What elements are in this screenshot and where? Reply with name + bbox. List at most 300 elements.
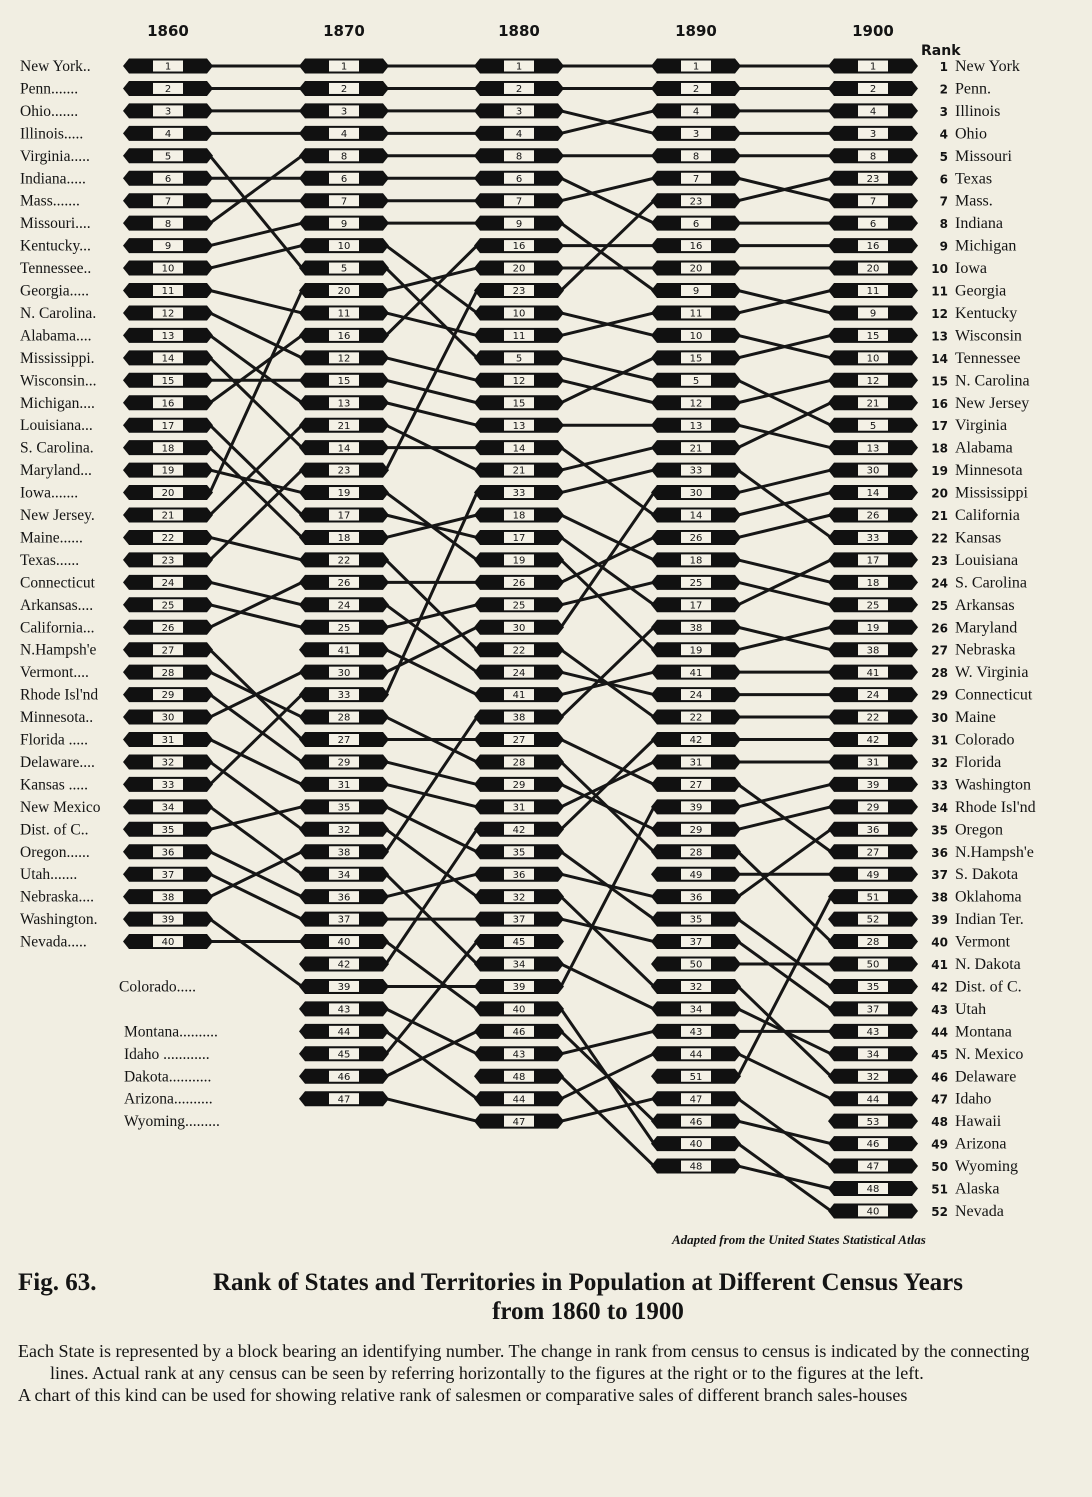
block-1900-14 <box>828 485 918 500</box>
block-number: 25 <box>337 622 351 634</box>
block-1890-23 <box>651 193 741 208</box>
block-1880-12 <box>474 373 564 388</box>
right-rank-name-19: Minnesota <box>955 462 1023 480</box>
right-rank-number-21: 21 <box>931 509 948 523</box>
block-1900-13 <box>828 440 918 455</box>
right-rank-number-50: 50 <box>931 1160 948 1175</box>
block-1860-28 <box>123 665 213 680</box>
block-1860-38 <box>123 889 213 904</box>
block-1900-11 <box>828 283 918 298</box>
block-number: 38 <box>161 892 175 904</box>
block-1870-33 <box>299 687 389 702</box>
block-number: 40 <box>512 1004 526 1016</box>
connector-1880-1890-27 <box>561 740 654 785</box>
block-number: 30 <box>689 488 703 500</box>
block-1890-2 <box>651 81 741 96</box>
block-number: 28 <box>161 667 175 679</box>
block-1890-49 <box>651 867 741 882</box>
block-number: 47 <box>337 1094 351 1106</box>
right-rank-number-37: 37 <box>931 868 948 883</box>
left-name-15: Wisconsin... <box>20 372 97 390</box>
block-1880-28 <box>474 754 564 769</box>
right-rank-number-27: 27 <box>931 643 948 658</box>
block-number: 30 <box>337 667 351 679</box>
connector-1860-1870-10 <box>210 246 302 268</box>
block-number: 45 <box>512 937 526 949</box>
block-1900-31 <box>828 754 918 769</box>
block-1880-35 <box>474 844 564 859</box>
block-number: 6 <box>692 218 700 230</box>
block-number: 4 <box>340 128 348 140</box>
block-1860-18 <box>123 440 213 455</box>
block-number: 6 <box>164 173 172 185</box>
block-1890-5 <box>651 373 741 388</box>
block-1870-26 <box>299 575 389 590</box>
block-number: 51 <box>866 892 880 904</box>
block-1880-24 <box>474 665 564 680</box>
block-number: 35 <box>512 847 526 859</box>
block-number: 26 <box>337 577 351 589</box>
block-1860-21 <box>123 508 213 523</box>
block-number: 4 <box>869 106 877 118</box>
block-1900-32 <box>828 1069 918 1084</box>
block-1900-35 <box>828 979 918 994</box>
left-name-5: Virginia..... <box>20 147 90 165</box>
block-1900-46 <box>828 1136 918 1151</box>
block-number: 31 <box>689 757 703 769</box>
right-rank-number-18: 18 <box>931 441 948 456</box>
block-number: 41 <box>337 645 351 657</box>
block-number: 23 <box>161 555 175 567</box>
block-1890-3 <box>651 126 741 141</box>
left-name-13: Alabama.... <box>20 327 92 345</box>
block-1880-43 <box>474 1046 564 1061</box>
block-number: 31 <box>512 802 526 814</box>
right-rank-number-39: 39 <box>931 913 948 928</box>
block-1880-30 <box>474 620 564 635</box>
right-rank-number-16: 16 <box>931 396 948 411</box>
block-number: 16 <box>512 241 526 253</box>
left-name-33: Kansas ..... <box>20 776 89 794</box>
block-1870-24 <box>299 597 389 612</box>
extra-1880-name-45: Idaho ............ <box>124 1045 210 1063</box>
block-number: 17 <box>337 510 351 522</box>
block-number: 32 <box>866 1071 880 1083</box>
block-1880-34 <box>474 957 564 972</box>
connector-1870-1880-13 <box>386 403 477 425</box>
connector-1880-1890-30 <box>561 493 654 628</box>
block-1900-19 <box>828 620 918 635</box>
block-number: 7 <box>515 196 523 208</box>
right-rank-name-20: Mississippi <box>955 484 1028 502</box>
block-1890-13 <box>651 418 741 433</box>
connector-1880-1890-39 <box>561 807 654 987</box>
block-1890-47 <box>651 1091 741 1106</box>
captions <box>18 1340 1058 1406</box>
block-number: 42 <box>512 824 526 836</box>
right-rank-number-11: 11 <box>931 284 948 299</box>
block-1890-14 <box>651 508 741 523</box>
block-1870-11 <box>299 305 389 320</box>
connector-1880-1890-34 <box>561 964 654 1009</box>
block-number: 25 <box>866 600 880 612</box>
right-rank-name-17: Virginia <box>955 417 1008 435</box>
right-rank-name-6: Texas <box>955 170 993 188</box>
block-1870-17 <box>299 508 389 523</box>
right-rank-number-9: 9 <box>939 239 948 254</box>
connector-1860-1870-14 <box>210 358 302 448</box>
block-number: 2 <box>340 84 348 96</box>
block-1890-37 <box>651 934 741 949</box>
block-1900-43 <box>828 1024 918 1039</box>
block-number: 29 <box>512 780 526 791</box>
block-1880-10 <box>474 305 564 320</box>
right-rank-number-33: 33 <box>931 778 948 793</box>
block-number: 49 <box>689 869 703 881</box>
block-1900-30 <box>828 463 918 478</box>
block-number: 39 <box>337 982 351 994</box>
block-number: 10 <box>689 331 703 342</box>
connector-1880-1890-44 <box>561 1054 654 1099</box>
block-1870-35 <box>299 799 389 814</box>
block-1860-9 <box>123 238 213 253</box>
block-1890-6 <box>651 216 741 231</box>
connector-1880-1890-9 <box>561 223 654 290</box>
block-1900-34 <box>828 1046 918 1061</box>
block-1900-22 <box>828 710 918 725</box>
connector-1870-1880-44 <box>386 1031 477 1098</box>
block-number: 37 <box>866 1004 880 1016</box>
right-rank-name-12: Kentucky <box>955 304 1018 322</box>
left-name-28: Vermont.... <box>20 664 89 682</box>
right-rank-number-8: 8 <box>939 217 948 232</box>
block-number: 15 <box>689 353 703 365</box>
right-rank-name-22: Kansas <box>955 529 1002 547</box>
block-1890-42 <box>651 732 741 747</box>
block-number: 26 <box>512 577 526 589</box>
block-number: 29 <box>866 802 880 814</box>
block-number: 8 <box>164 218 172 230</box>
block-1880-20 <box>474 261 564 276</box>
right-rank-number-30: 30 <box>931 711 948 726</box>
block-number: 41 <box>866 667 880 679</box>
connector-1870-1880-22 <box>386 560 477 650</box>
left-name-25: Arkansas.... <box>20 596 94 614</box>
block-1890-18 <box>651 552 741 567</box>
block-number: 11 <box>689 308 703 320</box>
right-rank-name-43: Utah <box>955 1000 987 1018</box>
block-number: 22 <box>161 533 175 545</box>
right-rank-name-9: Michigan <box>955 237 1017 255</box>
block-number: 36 <box>689 892 703 904</box>
block-1870-15 <box>299 373 389 388</box>
block-number: 44 <box>337 1026 351 1038</box>
block-number: 5 <box>515 353 523 365</box>
block-1860-25 <box>123 597 213 612</box>
block-1900-18 <box>828 575 918 590</box>
block-1860-27 <box>123 642 213 657</box>
block-1900-8 <box>828 148 918 163</box>
block-number: 2 <box>869 84 877 96</box>
block-1890-27 <box>651 777 741 792</box>
left-name-36: Oregon...... <box>20 843 90 861</box>
block-1890-28 <box>651 844 741 859</box>
right-rank-name-37: S. Dakota <box>955 866 1019 884</box>
block-1870-34 <box>299 867 389 882</box>
block-1900-37 <box>828 1001 918 1016</box>
block-1880-9 <box>474 216 564 231</box>
block-number: 7 <box>869 196 877 208</box>
block-number: 18 <box>161 443 175 455</box>
block-1900-44 <box>828 1091 918 1106</box>
right-rank-name-38: Oklahoma <box>955 888 1022 906</box>
right-rank-number-25: 25 <box>931 598 948 613</box>
block-1880-23 <box>474 283 564 298</box>
connector-1890-1900-44 <box>738 1054 831 1099</box>
right-rank-number-4: 4 <box>939 127 948 142</box>
left-name-21: New Jersey. <box>20 507 95 524</box>
block-1870-21 <box>299 418 389 433</box>
block-1860-16 <box>123 395 213 410</box>
connector-1860-1870-26 <box>210 582 302 627</box>
right-rank-name-16: New Jersey <box>955 394 1030 412</box>
block-1860-4 <box>123 126 213 141</box>
block-number: 8 <box>515 151 523 163</box>
right-rank-name-8: Indiana <box>955 215 1003 233</box>
block-number: 44 <box>866 1094 880 1106</box>
block-1870-46 <box>299 1069 389 1084</box>
block-number: 25 <box>161 600 175 612</box>
block-1860-37 <box>123 867 213 882</box>
block-1900-5 <box>828 418 918 433</box>
block-1860-26 <box>123 620 213 635</box>
block-1870-4 <box>299 126 389 141</box>
block-number: 13 <box>512 420 526 432</box>
right-rank-name-30: Maine <box>955 709 996 727</box>
left-name-24: Connecticut <box>20 574 95 592</box>
connector-1890-1900-25 <box>738 582 831 604</box>
block-1880-16 <box>474 238 564 253</box>
block-1900-53 <box>828 1114 918 1129</box>
block-number: 32 <box>689 982 703 994</box>
right-rank-name-31: Colorado <box>955 731 1015 749</box>
block-number: 37 <box>161 869 175 881</box>
block-1870-2 <box>299 81 389 96</box>
block-number: 17 <box>512 533 526 545</box>
block-number: 24 <box>866 690 880 702</box>
block-1890-35 <box>651 912 741 927</box>
block-number: 37 <box>512 914 526 926</box>
connector-1860-1870-24 <box>210 582 302 604</box>
block-1880-31 <box>474 799 564 814</box>
block-number: 24 <box>161 577 175 589</box>
connector-1880-1890-43 <box>561 1031 654 1053</box>
right-rank-number-3: 3 <box>939 104 948 119</box>
right-rank-name-39: Indian Ter. <box>955 911 1024 929</box>
block-number: 51 <box>689 1071 703 1083</box>
connector-1890-1900-48 <box>738 1166 831 1188</box>
right-rank-number-28: 28 <box>931 666 948 681</box>
block-number: 31 <box>161 735 175 747</box>
block-1870-23 <box>299 463 389 478</box>
block-number: 15 <box>866 331 880 342</box>
left-name-32: Delaware.... <box>20 753 95 771</box>
block-1860-11 <box>123 283 213 298</box>
block-number: 39 <box>161 914 175 926</box>
block-number: 27 <box>337 735 351 747</box>
block-1860-24 <box>123 575 213 590</box>
block-1890-44 <box>651 1046 741 1061</box>
block-number: 48 <box>866 1184 880 1196</box>
block-1890-19 <box>651 642 741 657</box>
block-number: 34 <box>689 1004 703 1016</box>
block-number: 4 <box>692 106 700 118</box>
block-number: 29 <box>337 757 351 769</box>
right-rank-name-40: Vermont <box>955 933 1011 951</box>
block-number: 5 <box>869 420 877 432</box>
block-number: 28 <box>512 757 526 769</box>
left-name-27: N.Hampsh'e <box>20 641 97 659</box>
block-number: 21 <box>512 465 526 477</box>
connector-1890-1900-51 <box>738 897 831 1077</box>
block-1900-1 <box>828 59 918 74</box>
block-number: 3 <box>515 106 523 118</box>
right-rank-name-27: Nebraska <box>955 641 1016 659</box>
extra-1880-name-46: Dakota........... <box>124 1068 212 1086</box>
block-number: 27 <box>866 847 880 859</box>
block-number: 29 <box>161 690 175 702</box>
block-number: 3 <box>869 128 877 140</box>
block-number: 38 <box>337 847 351 859</box>
block-1900-41 <box>828 665 918 680</box>
block-number: 4 <box>164 128 172 140</box>
connector-1880-1890-37 <box>561 919 654 941</box>
block-1890-38 <box>651 620 741 635</box>
right-rank-name-44: Montana <box>955 1023 1012 1041</box>
right-rank-name-42: Dist. of C. <box>955 978 1022 996</box>
right-rank-number-41: 41 <box>931 958 948 972</box>
connector-1860-1870-25 <box>210 605 302 627</box>
block-number: 22 <box>337 555 351 567</box>
block-1900-49 <box>828 867 918 882</box>
block-1880-5 <box>474 350 564 365</box>
connector-1870-1880-31 <box>386 784 477 806</box>
block-1880-38 <box>474 710 564 725</box>
block-1870-19 <box>299 485 389 500</box>
block-1880-48 <box>474 1069 564 1084</box>
right-rank-name-34: Rhode Isl'nd <box>955 798 1036 816</box>
block-number: 20 <box>337 286 351 298</box>
right-rank-number-42: 42 <box>931 980 948 995</box>
block-number: 21 <box>161 510 175 522</box>
connector-1880-1890-33 <box>561 470 654 492</box>
block-1900-2 <box>828 81 918 96</box>
block-number: 34 <box>512 959 526 971</box>
block-number: 40 <box>337 937 351 949</box>
block-1890-20 <box>651 261 741 276</box>
right-rank-number-43: 43 <box>931 1002 948 1017</box>
left-name-23: Texas...... <box>20 551 80 569</box>
block-number: 12 <box>689 398 703 410</box>
block-1890-1 <box>651 59 741 74</box>
block-1870-44 <box>299 1024 389 1039</box>
block-1870-12 <box>299 350 389 365</box>
left-name-20: Iowa....... <box>20 484 79 502</box>
left-name-2: Penn....... <box>20 80 79 98</box>
block-number: 28 <box>689 847 703 859</box>
right-rank-name-23: Louisiana <box>955 551 1019 569</box>
right-rank-number-7: 7 <box>939 194 948 209</box>
block-1900-33 <box>828 530 918 545</box>
block-1870-27 <box>299 732 389 747</box>
right-rank-number-5: 5 <box>939 149 948 164</box>
block-number: 3 <box>692 128 700 140</box>
block-1900-23 <box>828 171 918 186</box>
block-number: 13 <box>866 443 880 455</box>
right-rank-name-25: Arkansas <box>955 596 1015 614</box>
block-1890-33 <box>651 463 741 478</box>
block-1900-26 <box>828 508 918 523</box>
block-number: 7 <box>164 196 172 208</box>
right-rank-number-12: 12 <box>931 306 948 321</box>
connector-1890-1900-21 <box>738 403 831 448</box>
block-number: 9 <box>164 241 172 253</box>
connector-lines <box>210 66 831 1211</box>
right-rank-number-26: 26 <box>931 621 948 636</box>
block-number: 32 <box>337 824 351 836</box>
block-1900-29 <box>828 799 918 814</box>
block-number: 37 <box>337 914 351 926</box>
block-number: 13 <box>689 420 703 432</box>
right-rank-number-35: 35 <box>931 823 948 838</box>
extra-1880-name-47: Arizona.......... <box>124 1090 213 1108</box>
block-number: 12 <box>161 308 175 320</box>
left-name-29: Rhode Isl'nd <box>20 686 99 704</box>
year-labels <box>147 22 894 40</box>
right-rank-name-52: Nevada <box>955 1202 1004 1220</box>
block-number: 2 <box>515 84 523 96</box>
connector-1860-1870-23 <box>210 470 302 560</box>
connector-1890-1900-18 <box>738 560 831 582</box>
block-number: 23 <box>689 196 703 208</box>
block-number: 43 <box>337 1004 351 1016</box>
block-number: 33 <box>866 533 880 545</box>
connector-1890-1900-46 <box>738 1121 831 1143</box>
block-number: 14 <box>512 443 526 455</box>
block-1890-17 <box>651 597 741 612</box>
block-1860-31 <box>123 732 213 747</box>
block-1860-34 <box>123 799 213 814</box>
block-number: 30 <box>512 622 526 634</box>
block-1890-25 <box>651 575 741 590</box>
connector-1880-1890-18 <box>561 515 654 560</box>
block-1860-6 <box>123 171 213 186</box>
block-1890-43 <box>651 1024 741 1039</box>
block-number: 14 <box>689 510 703 522</box>
block-number: 16 <box>161 398 175 410</box>
block-number: 26 <box>161 622 175 634</box>
block-number: 5 <box>692 375 700 387</box>
block-number: 23 <box>512 286 526 298</box>
block-1880-14 <box>474 440 564 455</box>
block-1900-9 <box>828 305 918 320</box>
left-name-37: Utah....... <box>20 866 78 884</box>
block-1890-26 <box>651 530 741 545</box>
block-1900-24 <box>828 687 918 702</box>
block-1880-25 <box>474 597 564 612</box>
block-1870-10 <box>299 238 389 253</box>
left-name-26: California... <box>20 619 95 637</box>
